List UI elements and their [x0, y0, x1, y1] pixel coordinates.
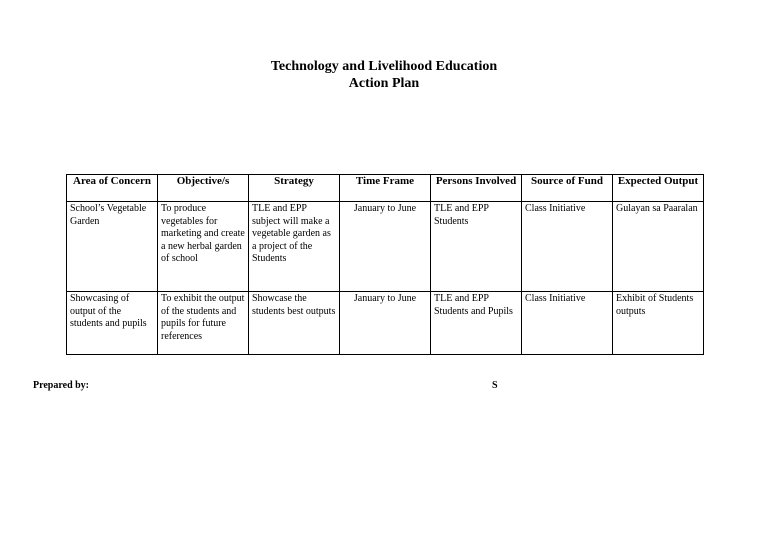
prepared-by-label: Prepared by: [33, 380, 90, 391]
header-area-of-concern: Area of Concern [67, 175, 158, 202]
document-title: Technology and Livelihood Education [270, 59, 498, 74]
table-row [67, 292, 704, 355]
signature-mark: S [492, 380, 498, 391]
cell-strategy: TLE and EPP subject will make a vegetable garden as a project of the Students [249, 202, 340, 292]
header-strategy: Strategy [249, 175, 340, 202]
cell-expected-output: Gulayan sa Paaralan [613, 202, 704, 292]
cell-source-of-fund: Class Initiative [522, 292, 613, 355]
cell-objectives: To produce vegetables for marketing and create a new herbal garden of school [158, 202, 249, 292]
cell-time-frame: January to June [340, 292, 431, 355]
document-subtitle: Action Plan [348, 76, 420, 91]
cell-area-of-concern: School’s Vegetable Garden [67, 202, 158, 292]
cell-source-of-fund: Class Initiative [522, 202, 613, 292]
cell-time-frame: January to June [340, 202, 431, 292]
cell-objectives: To exhibit the output of the students and pupils for future references [158, 292, 249, 355]
header-time-frame: Time Frame [340, 175, 431, 202]
action-plan-table [66, 174, 704, 355]
table-row [67, 202, 704, 292]
table-header-row [67, 175, 704, 202]
header-persons-involved: Persons Involved [431, 175, 522, 202]
header-expected-output: Expected Output [613, 175, 704, 202]
cell-strategy: Showcase the students best outputs [249, 292, 340, 355]
cell-area-of-concern: Showcasing of output of the students and pupils [67, 292, 158, 355]
cell-persons-involved: TLE and EPP Students and Pupils [431, 292, 522, 355]
header-source-of-fund: Source of Fund [522, 175, 613, 202]
cell-persons-involved: TLE and EPP Students [431, 202, 522, 292]
header-objectives: Objective/s [158, 175, 249, 202]
cell-expected-output: Exhibit of Students outputs [613, 292, 704, 355]
